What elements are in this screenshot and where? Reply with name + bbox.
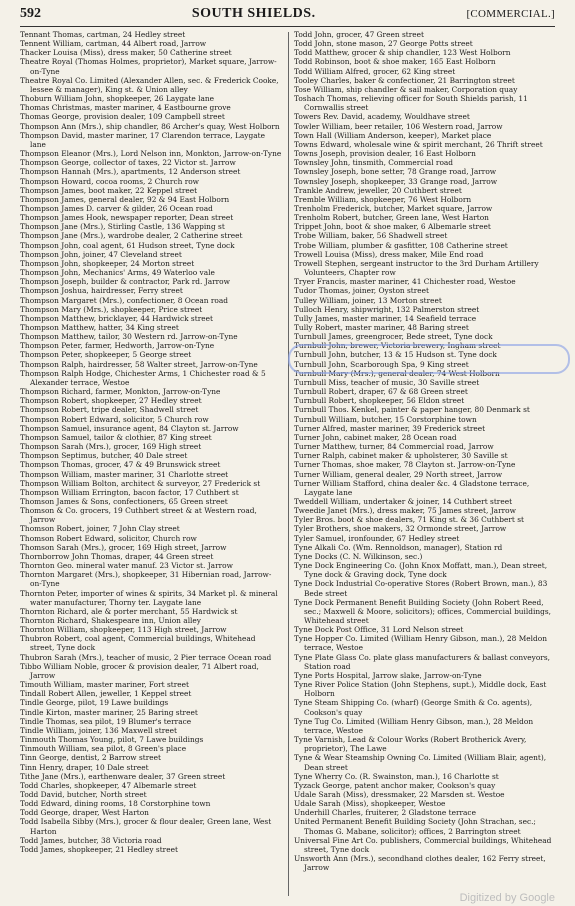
directory-entry: Udale Sarah (Miss), shopkeeper, Westoe xyxy=(294,799,446,809)
directory-entry: Tindall Robert Allen, jeweller, 1 Keppel street xyxy=(20,689,192,699)
directory-entry: Universal Fine Art Co. publishers, Commercial buildings, Whitehead street, Tyne dock xyxy=(294,835,552,854)
directory-entry: Townsley John, tinsmith, Commercial road xyxy=(294,158,454,168)
directory-entry: Tully James, master mariner, 14 Seafield terrace xyxy=(294,313,477,323)
directory-entry: Thacker Louisa (Miss), dress maker, 50 Catherine street xyxy=(20,48,232,58)
directory-entry: Thornton Geo. mineral water manuf. 23 Victor st. Jarrow xyxy=(20,561,233,571)
directory-entry: Todd James, butcher, 38 Victoria road xyxy=(20,835,162,845)
directory-entry: Turner John, cabinet maker, 28 Ocean road xyxy=(294,432,457,442)
directory-entry: Thompson David, master mariner, 17 Clarendon terrace, Laygate lane xyxy=(20,130,265,149)
directory-entry: Todd William Alfred, grocer, 62 King street xyxy=(294,66,456,76)
directory-entry: Tyne Ports Hospital, Jarrow slake, Jarrow-on-Tyne xyxy=(294,670,482,680)
directory-entry: Turnbull James, greengrocer, Bede street, Tyne dock xyxy=(294,332,493,342)
directory-entry: Tinn Henry, draper, 10 Dale street xyxy=(20,762,149,772)
directory-entry: Thompson John, shopkeeper, 24 Morton street xyxy=(20,258,195,268)
right-column xyxy=(294,30,556,894)
directory-entry: Thompson Robert, tripe dealer, Shadwell street xyxy=(20,405,199,415)
directory-entry: Thompson Sarah (Mrs.), grocer, 169 High street xyxy=(20,442,202,452)
directory-entry: Turnbull Thos. Kenkel, painter & paper hanger, 80 Denmark st xyxy=(294,405,530,415)
directory-entry: Trenholm Frederick, butcher, Market square, Jarrow xyxy=(294,203,493,213)
directory-entry: Tyne Alkali Co. (Wm. Rennoldson, manager), Station rd xyxy=(294,542,503,552)
directory-entry: Thompson Samuel, insurance agent, 84 Clayton st. Jarrow xyxy=(20,423,239,433)
directory-entry: Turner Thomas, shoe maker, 78 Clayton st. Jarrow-on-Tyne xyxy=(294,460,516,470)
directory-entry: Thompson William Errington, bacon factor, 17 Cuthbert st xyxy=(20,487,239,497)
directory-entry: Tremble William, shopkeeper, 76 West Holborn xyxy=(294,194,472,204)
directory-entry: Thornborrow John Thomas, draper, 44 Green street xyxy=(20,551,214,561)
directory-entry: Thompson John, Mechanics' Arms, 49 Waterloo vale xyxy=(20,268,215,278)
directory-entry: Thompson Matthew, hatter, 34 King street xyxy=(20,323,179,332)
directory-entry: Timouth William, master mariner, Fort street xyxy=(20,680,189,690)
directory-entry: Thomas George, provision dealer, 109 Campbell street xyxy=(20,112,225,122)
directory-entry: Trowell Louisa (Miss), dress maker, Mile End road xyxy=(294,249,484,259)
directory-entry: Thompson Septimus, butcher, 40 Dale street xyxy=(20,451,188,461)
directory-entry: Thompson James D. carver & gilder, 26 Ocean road xyxy=(20,203,213,213)
directory-entry: Thompson Ann (Mrs.), ship chandler, 86 Archer's quay, West Holborn xyxy=(20,121,280,131)
directory-entry: Turner William Stafford, china dealer &c. 4 Gladstone terrace, Laygate lane xyxy=(294,478,530,497)
directory-entry: Thompson John, coal agent, 61 Hudson street, Tyne dock xyxy=(20,240,235,250)
directory-entry: Tyne Dock Engineering Co. (John Knox Moffatt, man.), Dean street, Tyne dock & Graving dock, Tyne dock xyxy=(294,561,548,580)
directory-entry: Thomson Robert Edward, solicitor, Church row xyxy=(20,533,197,543)
directory-entry: Trowell Stephen, sergeant instructor to the 3rd Durham Artillery Volunteers, Chapter row xyxy=(294,258,539,278)
directory-entry: Thompson Peter, farmer, Hedworth, Jarrow-on-Tyne xyxy=(20,341,215,351)
directory-entry: Tinn George, dentist, 2 Barrow street xyxy=(20,753,161,763)
directory-entry: Todd Charles, shopkeeper, 47 Albemarle street xyxy=(20,780,197,790)
directory-entry: Thompson Matthew, tailor, 30 Western rd. Jarrow-on-Tyne xyxy=(20,332,238,342)
directory-entry: Tennant Thomas, cartman, 24 Hedley street xyxy=(20,30,186,39)
directory-entry: Thubron Robert, coal agent, Commercial buildings, Whitehead street, Tyne dock xyxy=(20,634,256,653)
directory-entry: Towns Joseph, provision dealer, 16 East Holborn xyxy=(294,149,476,159)
directory-entry: Thompson Joseph, builder & contractor, Park rd. Jarrow xyxy=(20,277,230,287)
directory-entry: Todd Robinson, boot & shoe maker, 165 East Holborn xyxy=(294,57,496,67)
directory-entry: Tithe Jane (Mrs.), earthenware dealer, 37 Green street xyxy=(20,771,226,781)
directory-entry: Tinmouth William, sea pilot, 8 Green's place xyxy=(20,744,187,754)
directory-entry: Townsley Joseph, shopkeeper, 33 Grange road, Jarrow xyxy=(294,176,498,186)
directory-entry: Tweddell William, undertaker & joiner, 14 Cuthbert street xyxy=(294,496,513,506)
directory-entry: Tyler Bros. boot & shoe dealers, 71 King st. & 36 Cuthbert st xyxy=(294,515,524,525)
directory-entry: Tindle William, joiner, 136 Maxwell street xyxy=(20,725,177,735)
directory-entry: Tyne Dock Permanent Benefit Building Society (John Robert Reed, sec.; Maxwell & Moore, solicitors); offices, Commercial buildings, Whitehead street xyxy=(294,597,552,625)
directory-entry: Thompson Matthew, bricklayer, 44 Hardwick street xyxy=(20,313,213,323)
directory-entry: Tyne Tug Co. Limited (William Henry Gibson, man.), 28 Meldon terrace, Westoe xyxy=(294,716,534,735)
directory-entry: Tyler Brothers, shoe makers, 32 Ormonde street, Jarrow xyxy=(294,524,507,534)
directory-entry: Tyne Varnish, Lead & Colour Works (Robert Brotherick Avery, proprietor), The Lawe xyxy=(294,735,527,754)
directory-entry: Town Hall (William Anderson, keeper), Market place xyxy=(294,130,492,140)
directory-entry: Tully Robert, master mariner, 48 Baring street xyxy=(294,323,469,332)
directory-entry: Thompson William, master mariner, 31 Charlotte street xyxy=(20,469,229,479)
directory-entry: Todd James, shopkeeper, 21 Hedley street xyxy=(20,844,178,854)
directory-entry: Tyne Dock Industrial Co-operative Stores (Robert Brown, man.), 83 Bede street xyxy=(294,579,548,598)
directory-entry: Turnbull William, butcher, 15 Corstorphine town xyxy=(294,414,477,424)
directory-entry: Turnbull John, Scarborough Spa, 9 King street xyxy=(294,359,469,369)
header-rule xyxy=(20,26,555,27)
directory-entry: Thoburn William John, shopkeeper, 26 Laygate lane xyxy=(20,94,215,104)
directory-entry: Turner Matthew, turner, 84 Commercial road, Jarrow xyxy=(294,442,494,452)
directory-entry: Thomas Christmas, master mariner, 4 Eastbourne grove xyxy=(20,103,231,113)
directory-entry: Towler William, beer retailer, 106 Western road, Jarrow xyxy=(294,121,503,131)
directory-entry: Towns Edward, wholesale wine & spirit merchant, 26 Thrift street xyxy=(294,139,543,149)
directory-entry: Thompson Mary (Mrs.), shopkeeper, Price street xyxy=(20,304,203,314)
directory-entry: Thompson Robert Edward, solicitor, 5 Church row xyxy=(20,414,209,424)
directory-entry: Trobe William, plumber & gasfitter, 108 Catherine street xyxy=(294,240,508,250)
directory-entry: Tyne Wherry Co. (R. Swainston, man.), 16 Charlotte st xyxy=(294,771,499,781)
directory-entry: Thompson Ralph, hairdresser, 58 Walter street, Jarrow-on-Tyne xyxy=(20,359,258,369)
directory-entry: Toshach Thomas, relieving officer for South Shields parish, 11 Cornwallis street xyxy=(294,94,528,113)
directory-entry: Trobe William, baker, 56 Shadwell street xyxy=(294,231,448,241)
directory-entry: Tibbo William Noble, grocer & provision dealer, 71 Albert road, Jarrow xyxy=(20,661,259,680)
directory-entry: Thompson Howard, cocoa rooms, 2 Church row xyxy=(20,176,199,186)
directory-entry: Thomson Sarah (Mrs.), grocer, 169 High street, Jarrow xyxy=(20,542,227,552)
directory-entry: Thubron Sarah (Mrs.), teacher of music, 2 Pier terrace Ocean road xyxy=(20,652,272,662)
left-column xyxy=(20,30,282,894)
directory-entry: Thompson Eleanor (Mrs.), Lord Nelson inn, Monkton, Jarrow-on-Tyne xyxy=(20,149,282,159)
directory-entry: Townsley Joseph, bone setter, 78 Grange road, Jarrow xyxy=(294,167,497,177)
page-title: SOUTH SHIELDS. xyxy=(191,6,316,21)
column-divider xyxy=(288,32,289,896)
directory-entry: Todd John, stone mason, 27 George Potts street xyxy=(294,39,473,49)
directory-entry: Todd George, draper, West Harton xyxy=(20,808,149,818)
directory-entry: Thompson Robert, shopkeeper, 27 Hedley street xyxy=(20,396,202,406)
directory-entry: Todd Isabella Sibby (Mrs.), grocer & flour dealer, Green lane, West Harton xyxy=(20,817,272,836)
directory-entry: Thompson James, boot maker, 22 Keppel street xyxy=(20,185,198,195)
directory-entry: Thornton Richard, Shakespeare inn, Union alley xyxy=(20,616,201,625)
directory-entry: United Permanent Benefit Building Society (John Strachan, sec.; Thomas G. Mabane, solicitor); offices, 2 Barrington street xyxy=(294,817,536,836)
directory-entry: Thompson Jane (Mrs.), wardrobe dealer, 2 Catherine street xyxy=(20,231,243,241)
directory-entry: Thompson Thomas, grocer, 47 & 49 Brunswick street xyxy=(20,460,221,470)
directory-entry: Turnbull Robert, draper, 67 & 68 Green street xyxy=(294,387,468,397)
directory-entry: Thompson Joshua, hairdresser, Ferry street xyxy=(20,286,183,296)
directory-entry: Tyne & Wear Steamship Owning Co. Limited (William Blair, agent), Dean street xyxy=(294,753,547,772)
directory-entry: Tyne Docks (C. N. Wilkinson, sec.) xyxy=(294,551,423,561)
directory-entry: Tweedie Janet (Mrs.), dress maker, 75 James street, Jarrow xyxy=(294,506,516,516)
directory-entry: Udale Sarah (Miss), dressmaker, 22 Marsden st. Westoe xyxy=(294,789,505,799)
directory-entry: Thornton Richard, ale & porter merchant, 55 Hardwick st xyxy=(20,606,238,616)
directory-entry: Tulley William, joiner, 13 Morton street xyxy=(294,295,442,305)
directory-entry: Tennent William, cartman, 44 Albert road, Jarrow xyxy=(20,39,207,49)
directory-entry: Thompson Richard, farmer, Monkton, Jarrow-on-Tyne xyxy=(20,387,221,397)
directory-entry: Thompson George, collector of taxes, 22 Victor st. Jarrow xyxy=(20,158,236,168)
directory-entry: Turnbull Miss, teacher of music, 30 Saville street xyxy=(294,377,480,387)
directory-entry: Todd Edward, dining rooms, 18 Corstorphine town xyxy=(20,799,211,809)
directory-entry: Tindle Kirton, master mariner, 25 Baring street xyxy=(20,707,198,717)
directory-entry: Tinmouth Thomas Young, pilot, 7 Lawe buildings xyxy=(20,735,204,745)
directory-entry: Thompson William Bolton, architect & surveyor, 27 Frederick st xyxy=(20,478,261,488)
directory-entry: Trenholm Robert, butcher, Green lane, West Harton xyxy=(294,213,489,223)
directory-entry: Turnbull Mary (Mrs.), general dealer, 74 West Holborn xyxy=(294,368,500,378)
section-label: [COMMERCIAL.] xyxy=(466,8,555,20)
directory-entry: Thomson Robert, joiner, 7 John Clay street xyxy=(20,524,180,534)
directory-entry: Thompson Jane (Mrs.), Stirling Castle, 136 Wapping st xyxy=(20,222,225,232)
directory-entry: Tyzack George, patent anchor maker, Cookson's quay xyxy=(294,780,496,790)
directory-entry: Tyne Hopper Co. Limited (William Henry Gibson, man.), 28 Meldon terrace, Westoe xyxy=(294,634,547,653)
directory-entry: Trippet John, boot & shoe maker, 6 Albemarle street xyxy=(294,222,491,232)
directory-entry: Thompson John, joiner, 47 Cleveland street xyxy=(20,249,182,259)
directory-entry: Thomson James & Sons, confectioners, 65 Green street xyxy=(20,496,228,506)
directory-entry: Todd Matthew, grocer & ship chandler, 123 West Holborn xyxy=(294,48,511,58)
directory-entry: Turnbull Robert, shopkeeper, 56 Eldon street xyxy=(294,396,465,406)
directory-entry: Tudor Thomas, joiner, Oyston street xyxy=(294,286,430,296)
directory-entry: Tyne Plate Glass Co. plate glass manufacturers & ballast conveyors, Station road xyxy=(294,652,550,671)
directory-entry: Tyne Steam Shipping Co. (wharf) (George Smith & Co. agents), Cookson's quay xyxy=(294,698,533,717)
directory-entry: Theatre Royal (Thomas Holmes, proprietor), Market square, Jarrow-on-Tyne xyxy=(20,57,277,76)
directory-entry: Towers Rev. David, academy, Wouldhave street xyxy=(294,112,470,122)
directory-entry: Underhill Charles, fruiterer, 2 Gladstone terrace xyxy=(294,808,476,818)
directory-entry: Trankle Andrew, jeweller, 20 Cuthbert street xyxy=(294,185,462,195)
directory-entry: Tyler Samuel, ironfounder, 67 Hedley street xyxy=(294,533,460,543)
directory-entry: Thornton William, shopkeeper, 113 High street, Jarrow xyxy=(20,625,227,635)
directory-entry: Thompson Samuel, tailor & clothier, 87 King street xyxy=(20,432,212,442)
directory-entry: Theatre Royal Co. Limited (Alexander Allen, sec. & Frederick Cooke, lessee & manager), King st. & Union alley xyxy=(20,75,279,94)
directory-entry: Thompson Margaret (Mrs.), confectioner, 8 Ocean road xyxy=(20,295,228,305)
directory-entry: Tryer Francis, master mariner, 41 Chichester road, Westoe xyxy=(294,277,516,287)
directory-entry: Turner Ralph, cabinet maker & upholsterer, 30 Saville st xyxy=(294,451,508,461)
directory-entry: Todd David, butcher, North street xyxy=(20,789,147,799)
directory-entry: Turnbull John, brewer, Victoria brewery, Ingham street xyxy=(294,341,501,351)
directory-entry: Unsworth Ann (Mrs.), secondhand clothes dealer, 162 Ferry street, Jarrow xyxy=(294,854,546,873)
directory-entry: Thompson James, general dealer, 92 & 94 East Holborn xyxy=(20,194,230,204)
directory-entry: Thornton Peter, importer of wines & spirits, 34 Market pl. & mineral water manufacturer, Thorny ter. Laygate lane xyxy=(20,588,278,607)
directory-entry: Thompson Peter, shopkeeper, 5 George street xyxy=(20,350,192,360)
directory-entry: Thompson Hannah (Mrs.), apartments, 12 Anderson street xyxy=(20,167,241,177)
directory-entry: Tindle Thomas, sea pilot, 19 Blumer's terrace xyxy=(20,716,192,726)
directory-entry: Tulloch Henry, shipwright, 132 Palmerston street xyxy=(294,304,480,314)
directory-entry: Tyne Dock Post Office, 31 Lord Nelson street xyxy=(294,625,464,635)
directory-entry: Turner William, general dealer, 29 North street, Jarrow xyxy=(294,469,503,479)
page-header xyxy=(20,4,555,24)
page-number: 592 xyxy=(20,6,41,21)
directory-entry: Tyne River Police Station (John Stephens, supt.), Middle dock, East Holborn xyxy=(294,680,547,699)
directory-entry: Thompson Ralph Hodge, Chichester Arms, 1 Chichester road & 5 Alexander terrace, Westoe xyxy=(20,368,266,387)
directory-entry: Tose William, ship chandler & sail maker, Corporation quay xyxy=(294,84,518,94)
directory-entry: Thornton Margaret (Mrs.), shopkeeper, 31 Hibernian road, Jarrow-on-Tyne xyxy=(20,570,272,589)
directory-entry: Tindle George, pilot, 19 Lawe buildings xyxy=(20,698,169,708)
directory-entry: Tooley Charles, baker & confectioner, 21 Barrington street xyxy=(294,75,515,85)
directory-entry: Turner Alfred, master mariner, 39 Frederick street xyxy=(294,423,486,433)
watermark: Digitized by Google xyxy=(459,892,555,904)
directory-entry: Thomson & Co. grocers, 19 Cuthbert street & at Western road, Jarrow xyxy=(20,506,257,525)
directory-entry: Todd John, grocer, 47 Green street xyxy=(294,30,424,39)
directory-entry: Turnbull John, butcher, 13 & 15 Hudson st. Tyne dock xyxy=(294,350,497,360)
directory-entry: Thompson James Hook, newspaper reporter, Dean street xyxy=(20,213,234,223)
